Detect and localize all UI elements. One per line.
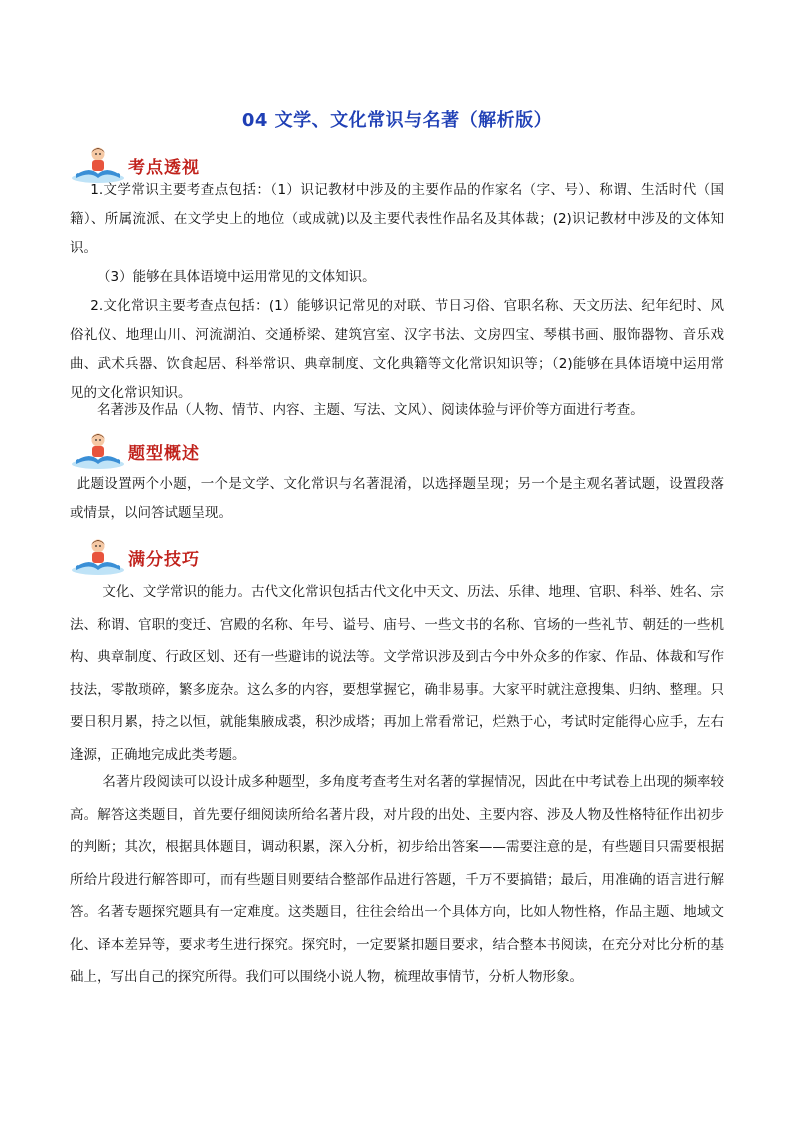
section-heading-tixing	[70, 426, 200, 470]
section-heading-label: 满分技巧	[128, 550, 200, 570]
paragraph: 2.文化常识主要考查点包括：(1）能够识记常见的对联、节日习俗、官职名称、天文历法、纪年纪时、风俗礼仪、地理山川、河流湖泊、交通桥梁、建筑宫室、汉字书法、文房四宝、琴棋书画、服饰器物、音乐戏曲、武术兵器、饮食起居、科举常识、典章制度、文化典籍等文化常识知识等；（2)能够在具体语境中运用常见的文化常识知识。	[70, 298, 724, 401]
section-heading-label: 考点透视	[128, 158, 200, 178]
section-heading-manfen	[70, 532, 200, 576]
reading-child-icon	[70, 430, 126, 470]
paragraph: 文化、文学常识的能力。古代文化常识包括古代文化中天文、历法、乐律、地理、官职、科举、姓名、宗法、称谓、官职的变迁、宫殿的名称、年号、谥号、庙号、一些文书的名称、官场的一些礼节、朝廷的一些机构、典章制度、行政区划、还有一些避讳的说法等。文学常识涉及到古今中外众多的作家、作品、体裁和写作技法，零散琐碎，繁多庞杂。这么多的内容，要想掌握它，确非易事。大家平时就注意搜集、归纳、整理。只要日积月累，持之以恒，就能集腋成裘，积沙成塔；再加上常看常记，烂熟于心，考试时定能得心应手，左右逢源，正确地完成此类考题。	[70, 584, 724, 763]
reading-child-icon	[70, 536, 126, 576]
section-heading-label: 题型概述	[128, 444, 200, 464]
paragraph: 此题设置两个小题，一个是文学、文化常识与名著混淆，以选择题呈现；另一个是主观名著试题，设置段落或情景，以问答试题呈现。	[70, 476, 724, 521]
paragraph: 1.文学常识主要考查点包括：（1）识记教材中涉及的主要作品的作家名（字、号）、称谓、生活时代（国籍）、所属流派、在文学史上的地位（或成就)以及主要代表性作品名及其体裁；(2)识记教材中涉及的文体知识。	[70, 182, 724, 256]
paragraph: （3）能够在具体语境中运用常见的文体知识。	[97, 269, 376, 285]
document-title: 04 文学、文化常识与名著（解析版）	[241, 110, 553, 131]
paragraph: 名著涉及作品（人物、情节、内容、主题、写法、文风）、阅读体验与评价等方面进行考查。	[97, 402, 644, 418]
paragraph: 名著片段阅读可以设计成多种题型，多角度考查考生对名著的掌握情况，因此在中考试卷上出现的频率较高。解答这类题目，首先要仔细阅读所给名著片段，对片段的出处、主要内容、涉及人物及性格特征作出初步的判断；其次，根据具体题目，调动积累，深入分析，初步给出答案——需要注意的是，有些题目只需要根据所给片段进行解答即可，而有些题目则要结合整部作品进行答题，千万不要搞错；最后，用准确的语言进行解答。名著专题探究题具有一定难度。这类题目，往往会给出一个具体方向，比如人物性格，作品主题、地域文化、译本差异等，要求考生进行探究。探究时，一定要紧扣题目要求，结合整本书阅读，在充分对比分析的基础上，写出自己的探究所得。我们可以围绕小说人物，梳理故事情节，分析人物形象。	[70, 774, 724, 985]
